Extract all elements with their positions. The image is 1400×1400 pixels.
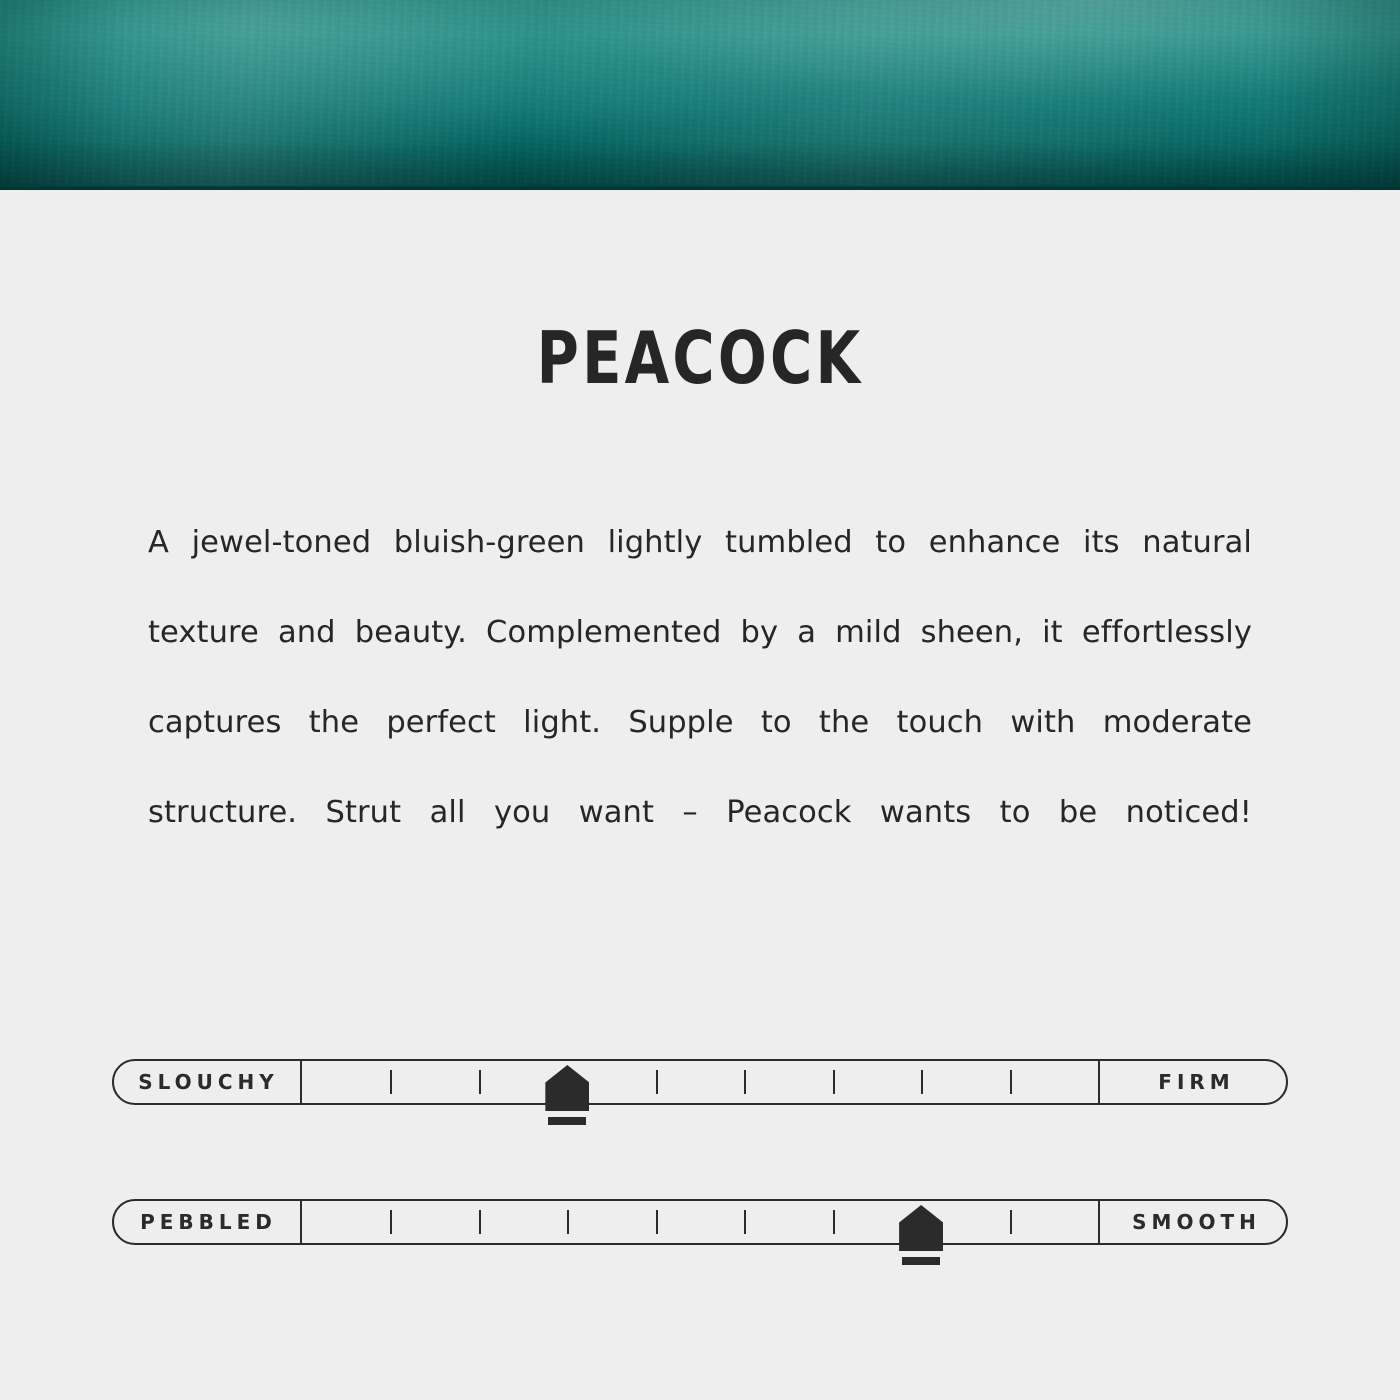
marker-base-bar bbox=[548, 1117, 586, 1125]
scale-tick bbox=[479, 1070, 481, 1094]
product-description: A jewel-toned bluish-green lightly tumbled to enhance its natural texture and beauty. Complemented by a mild sheen, it effortlessly captures the perfect light. Supple to the touch with moderate structure. Strut all you want – Peacock wants to be noticed! bbox=[148, 525, 1252, 830]
marker-pin-icon bbox=[545, 1065, 589, 1111]
scale-tick bbox=[567, 1210, 569, 1234]
scale-texture bbox=[112, 1199, 1288, 1245]
scale-tick bbox=[1010, 1070, 1012, 1094]
scale-tick bbox=[833, 1070, 835, 1094]
scale-ticks bbox=[302, 1199, 1098, 1245]
scale-ticks bbox=[302, 1059, 1098, 1105]
scale-left-label: SLOUCHY bbox=[112, 1059, 302, 1105]
scale-marker bbox=[899, 1205, 943, 1267]
marker-base-bar bbox=[902, 1257, 940, 1265]
scale-tick bbox=[744, 1210, 746, 1234]
marker-pin-icon bbox=[899, 1205, 943, 1251]
scale-tick bbox=[479, 1210, 481, 1234]
scale-tick bbox=[744, 1070, 746, 1094]
page-title: PEACOCK bbox=[536, 316, 864, 400]
scale-tick bbox=[1010, 1210, 1012, 1234]
scale-structure bbox=[112, 1059, 1288, 1105]
scale-right-label: SMOOTH bbox=[1098, 1199, 1288, 1245]
leather-swatch-image bbox=[0, 0, 1400, 190]
scale-marker bbox=[545, 1065, 589, 1127]
scale-right-label: FIRM bbox=[1098, 1059, 1288, 1105]
swatch-bottom-edge bbox=[0, 186, 1400, 190]
scale-tick bbox=[656, 1070, 658, 1094]
scale-tick bbox=[656, 1210, 658, 1234]
scale-tick bbox=[390, 1210, 392, 1234]
swatch-vignette bbox=[0, 0, 1400, 190]
scale-tick bbox=[833, 1210, 835, 1234]
scale-tick bbox=[921, 1070, 923, 1094]
scale-tick bbox=[390, 1070, 392, 1094]
scale-left-label: PEBBLED bbox=[112, 1199, 302, 1245]
